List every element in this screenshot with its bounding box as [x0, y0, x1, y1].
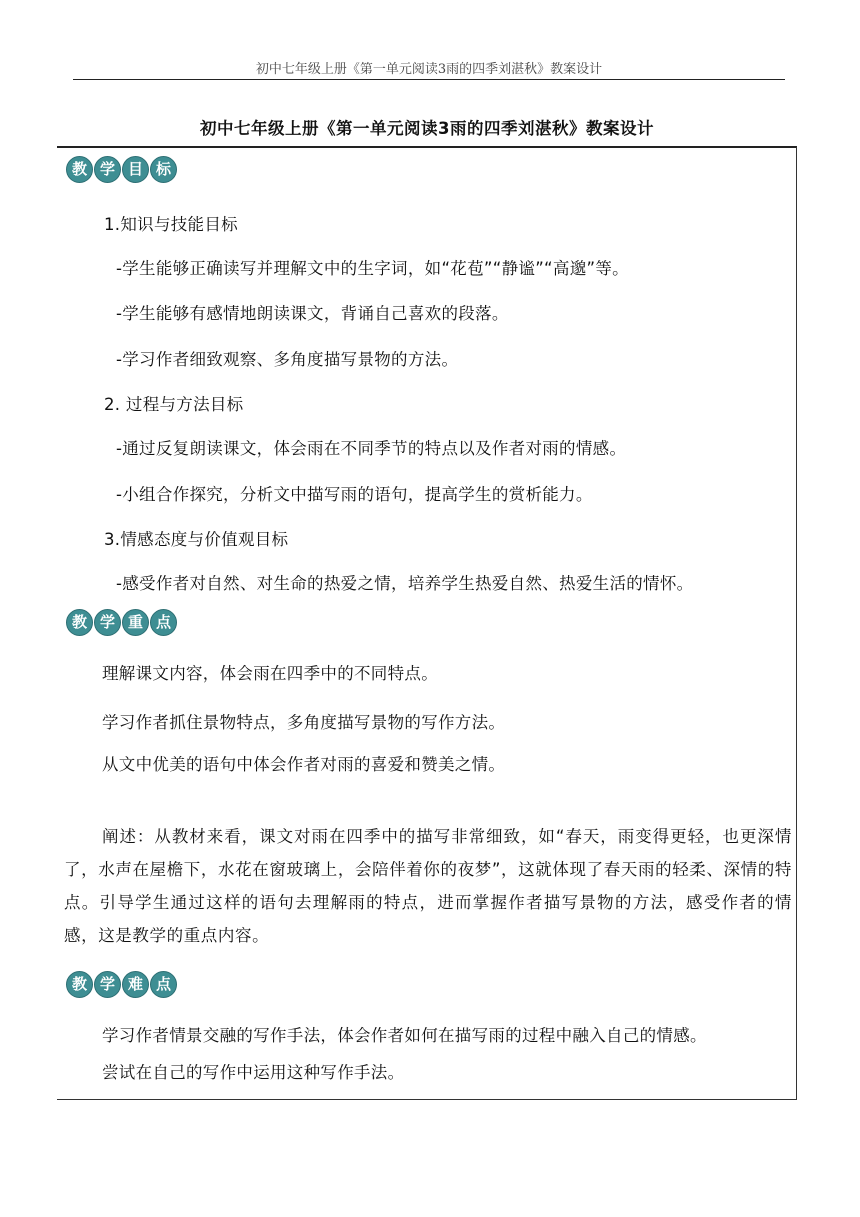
badge-char: 点 — [150, 971, 177, 998]
key-point-explanation: 阐述：从教材来看，课文对雨在四季中的描写非常细致，如“春天，雨变得更轻，也更深情了，水声在屋檐下，水花在窗玻璃上，会陪伴着你的夜梦”，这就体现了春天雨的轻柔、深情的特点。引导学生通过这样的语句去理解雨的特点，进而掌握作者描写景物的方法，感受作者的情感，这是教学的重点内容。 — [64, 827, 792, 945]
objective-heading: 3.情感态度与价值观目标 — [104, 530, 289, 549]
objectives-badge — [66, 156, 177, 183]
document-title: 初中七年级上册《第一单元阅读3雨的四季刘湛秋》教案设计 — [200, 119, 654, 138]
objective-item: -学习作者细致观察、多角度描写景物的方法。 — [116, 350, 459, 369]
badge-char: 点 — [150, 609, 177, 636]
key-points-badge — [66, 609, 177, 636]
badge-char: 标 — [150, 156, 177, 183]
objective-item: -学生能够正确读写并理解文中的生字词，如“花苞”“静谧”“高邈”等。 — [116, 259, 629, 278]
badge-char: 学 — [94, 156, 121, 183]
objective-heading: 2. 过程与方法目标 — [104, 395, 244, 414]
running-header: 初中七年级上册《第一单元阅读3雨的四季刘湛秋》教案设计 — [255, 62, 603, 77]
key-point-item: 理解课文内容，体会雨在四季中的不同特点。 — [102, 664, 438, 683]
objective-item: -通过反复朗读课文，体会雨在不同季节的特点以及作者对雨的情感。 — [116, 439, 627, 458]
objective-item: -学生能够有感情地朗读课文，背诵自己喜欢的段落。 — [116, 304, 509, 323]
badge-char: 教 — [66, 971, 93, 998]
header-divider — [73, 79, 785, 80]
badge-char: 重 — [122, 609, 149, 636]
badge-char: 学 — [94, 609, 121, 636]
key-point-item: 从文中优美的语句中体会作者对雨的喜爱和赞美之情。 — [102, 755, 506, 774]
difficulties-badge — [66, 971, 177, 998]
objective-item: -感受作者对自然、对生命的热爱之情，培养学生热爱自然、热爱生活的情怀。 — [116, 574, 694, 593]
badge-char: 教 — [66, 609, 93, 636]
difficulty-item: 学习作者情景交融的写作手法，体会作者如何在描写雨的过程中融入自己的情感。 — [102, 1026, 707, 1045]
badge-char: 难 — [122, 971, 149, 998]
key-point-item: 学习作者抓住景物特点，多角度描写景物的写作方法。 — [102, 713, 506, 732]
badge-char: 目 — [122, 156, 149, 183]
objective-item: -小组合作探究，分析文中描写雨的语句，提高学生的赏析能力。 — [116, 485, 593, 504]
difficulty-item: 尝试在自己的写作中运用这种写作手法。 — [102, 1063, 405, 1082]
badge-char: 教 — [66, 156, 93, 183]
objective-heading: 1.知识与技能目标 — [104, 215, 238, 234]
badge-char: 学 — [94, 971, 121, 998]
